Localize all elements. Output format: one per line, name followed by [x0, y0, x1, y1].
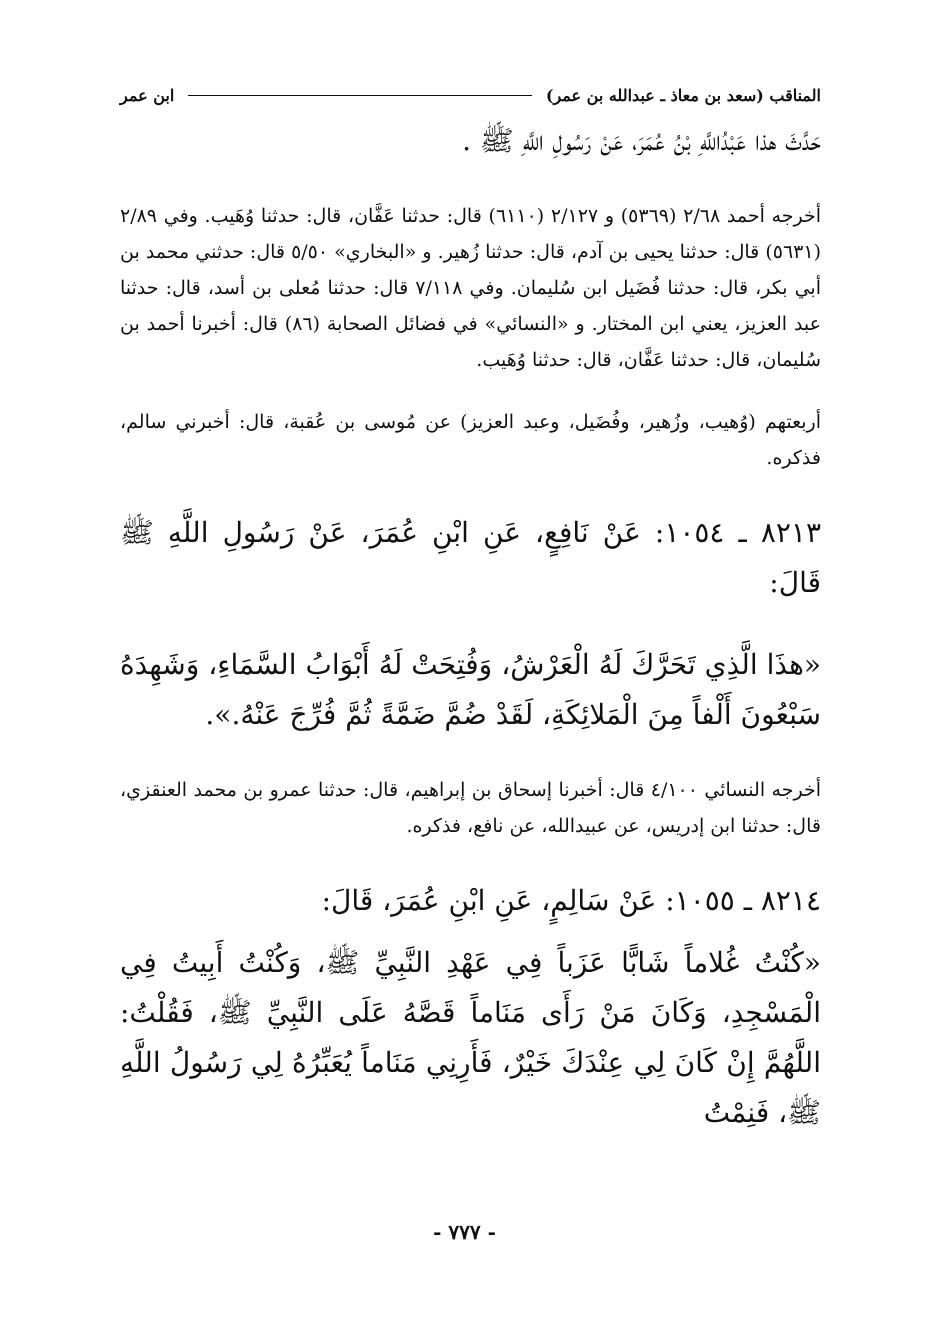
running-header	[120, 80, 821, 110]
hadith-text: حَدَّثَ هذا عَبْدُاللَّهِ بْنُ عُمَرَ، عَنْ رَسُولِ اللَّهِ ﷺ .	[462, 124, 821, 157]
takhrij-paragraph: أربعتهم (وُهيب، وزُهير، وفُضَيل، وعبد العزيز) عن مُوسى بن عُقبة، قال: أخبرني سالم، فذكره.	[120, 411, 821, 469]
takhrij-paragraph: أخرجه أحمد ٢/٦٨ (٥٣٦٩) و ٢/١٢٧ (٦١١٠) قال: حدثنا عَفَّان، قال: حدثنا وُهَيب. وفي ٢/٨٩ (٥٦٣١) قال: حدثنا يحيى بن آدم، قال: حدثنا زُهير. و «البخاري» ٥/٥٠ قال: حدثني محمد بن أبي بكر، قال: حدثنا فُضَيل ابن سُليمان. وفي ٧/١١٨ قال: حدثنا مُعلى بن أسد، قال: حدثنا عبد العزيز، يعني ابن المختار. و «النسائي» في فضائل الصحابة (٨٦) قال: أخبرنا أحمد بن سُليمان، قال: حدثنا عَفَّان، قال: حدثنا وُهَيب.	[120, 205, 822, 371]
header-section-title: ابن عمر	[120, 85, 175, 105]
hadith-heading: ٨٢١٤ ـ ١٠٥٥: عَنْ سَالِمٍ، عَنِ ابْنِ عُمَرَ، قَالَ:	[321, 884, 821, 917]
takhrij-paragraph: أخرجه النسائي ٤/١٠٠ قال: أخبرنا إسحاق بن إبراهيم، قال: حدثنا عمرو بن محمد العنقزي، قال: حدثنا ابن إدريس، عن عبيدالله، عن نافع، فذكره.	[120, 779, 821, 837]
page-number: - ٧٧٧ -	[433, 1220, 496, 1244]
hadith-heading: ٨٢١٣ ـ ١٠٥٤: عَنْ نَافِعٍ، عَنِ ابْنِ عُمَرَ، عَنْ رَسُولِ اللَّهِ ﷺ قَالَ:	[120, 516, 821, 599]
header-rule	[188, 95, 532, 96]
header-chapter-title: المناقب (سعد بن معاذ ـ عبدالله بن عمر)	[545, 85, 821, 105]
hadith-text: «هذَا الَّذِي تَحَرَّكَ لَهُ الْعَرْشُ، وَفُتِحَتْ لَهُ أَبْوَابُ السَّمَاءِ، وَشَهِدَهُ سَبْعُونَ أَلْفاً مِنَ الْمَلائِكَةِ، لَقَدْ ضُمَّ ضَمَّةً ثُمَّ فُرِّجَ عَنْهُ.».	[120, 648, 821, 731]
hadith-text: «كُنْتُ غُلاماً شَابًّا عَزَباً فِي عَهْدِ النَّبِيِّ ﷺ، وَكُنْتُ أَبِيتُ فِي الْمَسْجِدِ، وَكَانَ مَنْ رَأَى مَنَاماً قَصَّهُ عَلَى النَّبِيِّ ﷺ، فَقُلْتُ: اللَّهُمَّ إِنْ كَانَ لِي عِنْدَكَ خَيْرٌ، فَأَرِنِي مَنَاماً يُعَبِّرُهُ لِي رَسُولُ اللَّهِ ﷺ، فَنِمْتُ	[120, 946, 821, 1129]
